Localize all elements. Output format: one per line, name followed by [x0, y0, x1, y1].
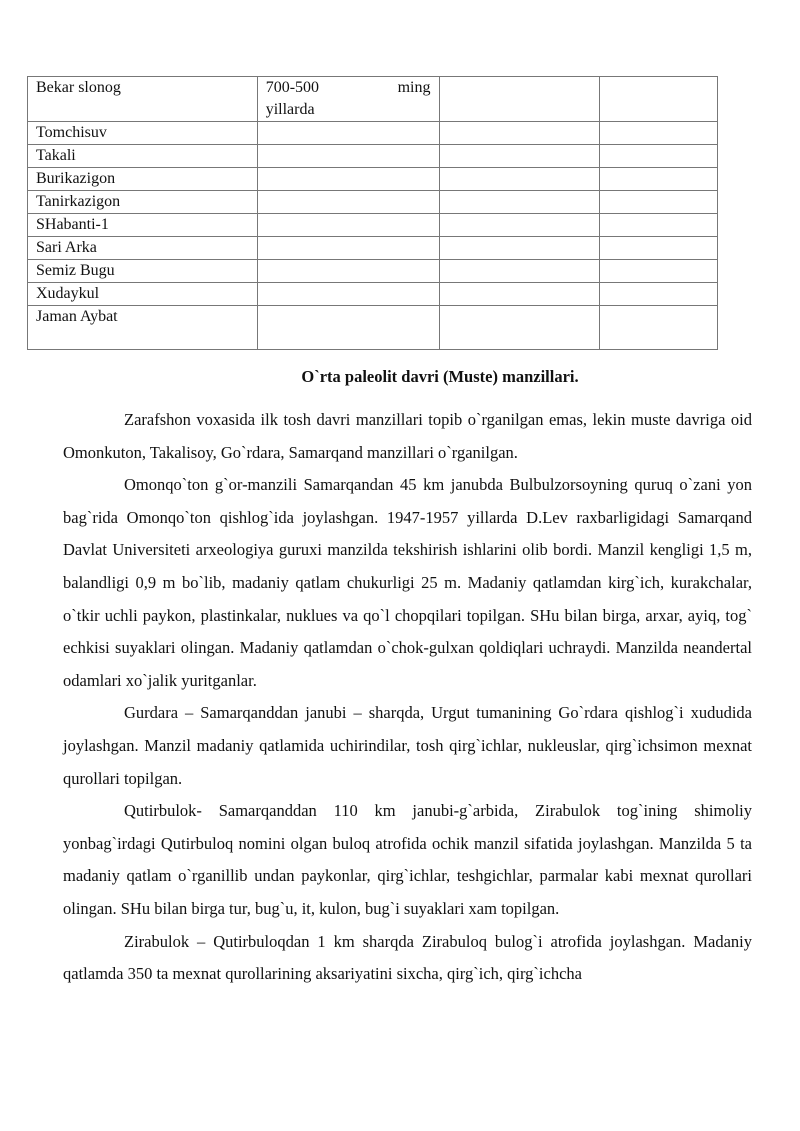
paragraph: Zirabulok – Qutirbuloqdan 1 km sharqda Zirabuloq bulog`i atrofida joylashgan. Madaniy qatlamda 350 ta mexnat qurollarining aksariyatini sixcha, qirg`ich, qirg`ichcha — [63, 931, 752, 984]
paragraph: Qutirbulok- Samarqanddan 110 km janubi-g`arbida, Zirabulok tog`ining shimoliy yonbag`irdagi Qutirbuloq nomini olgan buloq atrofida ochik manzil sifatida joylashgan. Manzilda 5 ta madaniy qatlam o`rganillib undan paykonlar, qirg`ichlar, teshgichlar, parmalar kabi mexnat qurollari olingan. SHu bilan birga tur, bug`u, it, kulon, bug`i suyaklari xam topilgan. — [63, 801, 752, 918]
date-unit: ming — [397, 79, 431, 96]
empty-cell — [600, 122, 718, 145]
empty-cell — [257, 283, 439, 306]
paragraph: Omonqo`ton g`or-manzili Samarqandan 45 km janubda Bulbulzorsoyning quruq o`zani yon bag`rida Omonqo`ton qishlog`ida joylashgan. 1947-1957 yillarda D.Lev raxbarligidagi Samarqand Davlat Universiteti arxeologiya guruxi manzilda tekshirish ishlarini olib bordi. Manzil kengligi 1,5 m, balandligi 0,9 m bo`lib, madaniy qatlam chukurligi 25 m. Madaniy qatlamdan kirg`ich, kurakchalar, o`tkir uchli paykon, plastinkalar, nuklues va qo`l chopqilari topilgan. SHu bilan birga, arxar, ayiq, tog` echkisi suyaklari olingan. Madaniy qatlamdan o`chok-gulxan qoldiqlari uchraydi. Manzilda neandertal odamlari xo`jalik yuritganlar. — [63, 475, 752, 690]
site-name-cell: Tomchisuv — [28, 122, 258, 145]
section-title: O`rta paleolit davri (Muste) manzillari. — [301, 367, 579, 386]
empty-cell — [439, 191, 600, 214]
date-range: 700-500 — [265, 79, 320, 96]
paragraph: Zarafshon voxasida ilk tosh davri manzillari topib o`rganilgan emas, lekin muste davriga oid Omonkuton, Takalisoy, Go`rdara, Samarqand manzillari o`rganilgan. — [63, 410, 752, 462]
table-row — [28, 237, 718, 260]
empty-cell — [257, 168, 439, 191]
empty-cell — [600, 145, 718, 168]
site-name-cell: Semiz Bugu — [28, 260, 258, 283]
empty-cell — [600, 191, 718, 214]
table-row — [28, 191, 718, 214]
table-row — [28, 260, 718, 283]
empty-cell — [257, 145, 439, 168]
date-suffix: yillarda — [265, 101, 315, 118]
site-name-cell: Jaman Aybat — [28, 306, 258, 350]
empty-cell — [257, 191, 439, 214]
empty-cell — [600, 283, 718, 306]
table-row — [28, 145, 718, 168]
site-name-cell: Burikazigon — [28, 168, 258, 191]
empty-cell — [600, 168, 718, 191]
empty-cell — [439, 168, 600, 191]
empty-cell — [439, 145, 600, 168]
table-row — [28, 122, 718, 145]
empty-cell — [257, 237, 439, 260]
site-name-cell: SHabanti-1 — [28, 214, 258, 237]
empty-cell — [600, 77, 718, 122]
site-name-cell: Bekar slonog — [28, 77, 258, 122]
empty-cell — [439, 122, 600, 145]
empty-cell — [439, 283, 600, 306]
empty-cell — [600, 214, 718, 237]
site-name-cell: Takali — [28, 145, 258, 168]
table-row — [28, 306, 718, 350]
site-name-cell: Sari Arka — [28, 237, 258, 260]
paragraph: Gurdara – Samarqanddan janubi – sharqda, Urgut tumanining Go`rdara qishlog`i xududida joylashgan. Manzil madaniy qatlamida uchirindilar, tosh qirg`ichlar, nukleuslar, qirg`ichsimon mexnat qurollari topilgan. — [63, 703, 752, 788]
date-cell — [257, 77, 439, 122]
empty-cell — [257, 306, 439, 350]
empty-cell — [257, 260, 439, 283]
empty-cell — [600, 306, 718, 350]
empty-cell — [439, 260, 600, 283]
empty-cell — [257, 122, 439, 145]
body-text — [63, 404, 752, 991]
empty-cell — [600, 260, 718, 283]
sites-table — [27, 76, 718, 350]
site-name-cell: Xudaykul — [28, 283, 258, 306]
site-name-cell: Tanirkazigon — [28, 191, 258, 214]
table-row — [28, 168, 718, 191]
table-row — [28, 214, 718, 237]
empty-cell — [439, 237, 600, 260]
empty-cell — [439, 77, 600, 122]
table-row — [28, 77, 718, 122]
table-row — [28, 283, 718, 306]
empty-cell — [439, 306, 600, 350]
empty-cell — [439, 214, 600, 237]
empty-cell — [600, 237, 718, 260]
empty-cell — [257, 214, 439, 237]
